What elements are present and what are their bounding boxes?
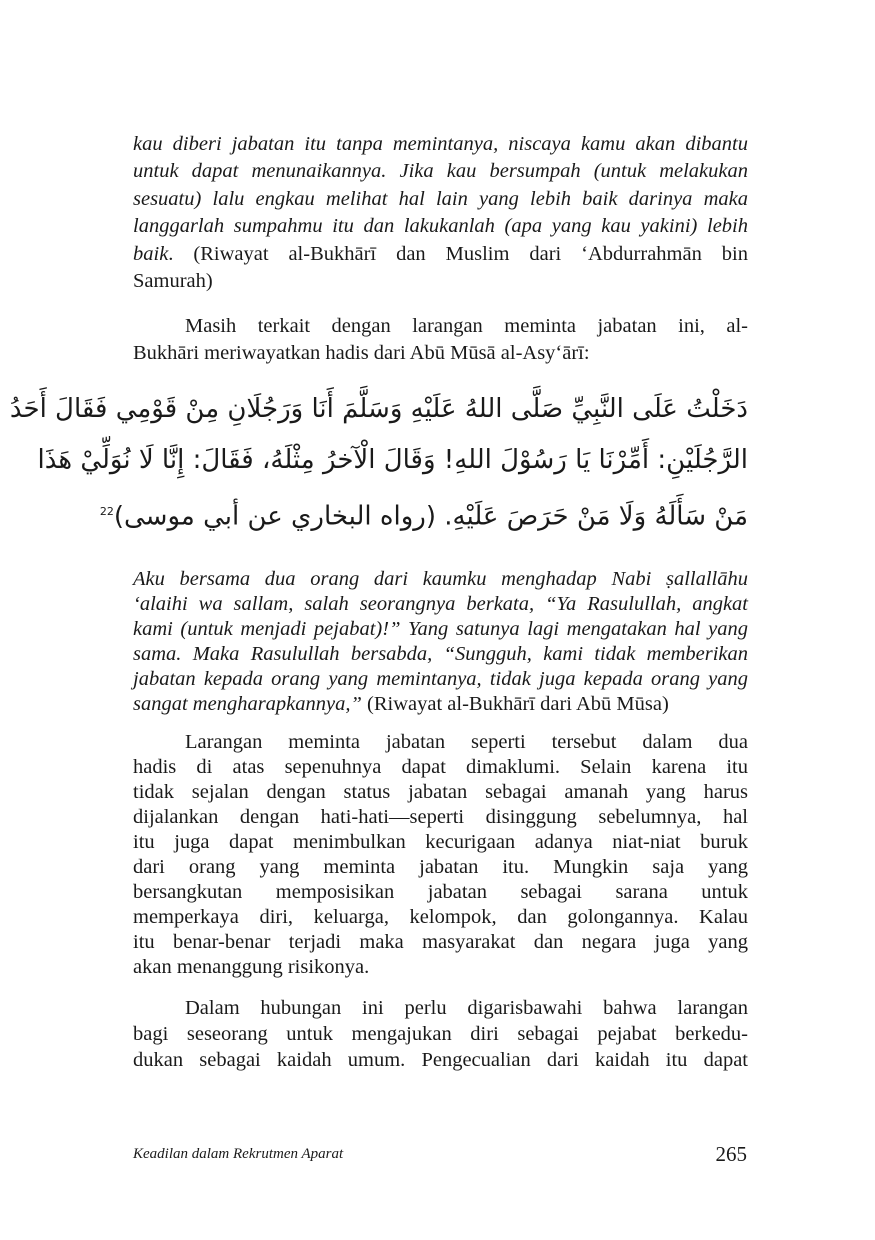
text-line — [133, 730, 748, 755]
arabic-line — [99, 486, 748, 537]
text-line — [133, 930, 748, 955]
text-segment: sama. Maka Rasulullah bersabda, “Sungguh, kami tidak memberikan — [133, 643, 748, 665]
text-segment: baik — [133, 242, 169, 265]
text-line — [133, 617, 748, 642]
text-segment: itu benar-benar terjadi maka masyarakat dan negara juga yang — [133, 931, 748, 953]
text-line — [133, 567, 748, 592]
text-line — [133, 1021, 748, 1047]
text-segment: langgarlah sumpahmu itu dan lakukanlah (apa yang kau yakini) lebih — [133, 215, 748, 238]
text-segment: sesuatu) lalu engkau melihat hal lain yang lebih baik darinya maka — [133, 187, 748, 210]
text-segment: dukan sebagai kaidah umum. Pengecualian dari kaidah itu dapat — [133, 1049, 748, 1071]
text-line — [133, 880, 748, 905]
text-segment: Masih terkait dengan larangan meminta jabatan ini, al- — [185, 315, 748, 337]
text-line — [133, 642, 748, 667]
text-segment: Dalam hubungan ini perlu digarisbawahi bahwa larangan — [185, 997, 748, 1019]
paragraph-body-2 — [133, 995, 748, 1073]
arabic-line: دَخَلْتُ عَلَى النَّبِيِّ صَلَّى اللهُ عَلَيْهِ وَسَلَّمَ أَنَا وَرَجُلَانِ مِنْ قَوْمِي فَقَالَ أَحَدُ — [9, 394, 748, 424]
text-segment: . (Riwayat al-Bukhārī dan Muslim dari ‘Abdurrahmān bin — [168, 242, 748, 265]
text-line — [133, 186, 748, 213]
text-segment: akan menanggung risikonya. — [133, 956, 370, 978]
paragraph-hadith-translation-1 — [133, 131, 748, 295]
text-segment: itu juga dapat menimbulkan kecurigaan adanya niat-niat buruk — [133, 831, 748, 853]
text-line — [133, 340, 748, 367]
text-segment: Aku bersama dua orang dari kaumku menghadap Nabi ṣallallāhu — [133, 568, 748, 590]
text-line — [133, 131, 748, 158]
text-segment: dari orang yang meminta jabatan itu. Mungkin saja yang — [133, 856, 748, 878]
footnote-ref[interactable]: 22 — [99, 505, 114, 518]
running-footer-title: Keadilan dalam Rekrutmen Aparat — [133, 1146, 344, 1162]
text-segment: bagi seseorang untuk mengajukan diri sebagai pejabat berkedu- — [133, 1023, 748, 1045]
text-segment: kami (untuk menjadi pejabat)!” Yang satunya lagi mengatakan hal yang — [133, 618, 748, 640]
text-segment: ‘alaihi wa sallam, salah seorangnya berkata, “Ya Rasulullah, angkat — [133, 593, 748, 615]
arabic-line-text: مَنْ سَأَلَهُ وَلَا مَنْ حَرَصَ عَلَيْهِ. (رواه البخاري عن أبي موسى) — [113, 501, 748, 532]
text-segment: jabatan kepada orang yang memintanya, tidak juga kepada orang yang — [133, 668, 748, 690]
text-line — [133, 268, 748, 295]
text-line — [133, 805, 748, 830]
text-segment: (Riwayat al-Bukhārī dari Abū Mūsa) — [361, 693, 669, 715]
paragraph-hadith-translation-2 — [133, 567, 748, 717]
text-line — [133, 995, 748, 1021]
text-line — [133, 213, 748, 240]
arabic-line: الرَّجُلَيْنِ: أَمِّرْنَا يَا رَسُوْلَ اللهِ! وَقَالَ الْآخرُ مِثْلَهُ، فَقَالَ: إِنَّا لَا نُوَلِّيْ هَذَا — [37, 445, 748, 475]
text-segment: Bukhāri meriwayatkan hadis dari Abū Mūsā al-Asy‘ārī: — [133, 342, 590, 365]
text-segment: bersangkutan memposisikan jabatan sebagai sarana untuk — [133, 881, 748, 903]
text-segment: untuk dapat menunaikannya. Jika kau bersumpah (untuk melakukan — [133, 160, 748, 183]
text-segment: hadis di atas sepenuhnya dapat dimaklumi. Selain karena itu — [133, 756, 748, 778]
arabic-hadith-text — [9, 384, 748, 537]
text-line — [133, 955, 748, 980]
text-line — [133, 241, 748, 268]
text-line — [133, 1047, 748, 1073]
text-segment: dijalankan dengan hati-hati—seperti disinggung sebelumnya, hal — [133, 806, 748, 828]
page-number: 265 — [715, 1142, 747, 1166]
text-segment: tidak sejalan dengan status jabatan sebagai amanah yang harus — [133, 781, 748, 803]
text-segment: memperkaya diri, keluarga, kelompok, dan golongannya. Kalau — [133, 906, 748, 928]
paragraph-intro-hadith-2 — [133, 313, 748, 368]
text-line — [133, 158, 748, 185]
text-line — [133, 905, 748, 930]
text-line — [133, 667, 748, 692]
text-segment: Larangan meminta jabatan seperti tersebut dalam dua — [185, 731, 748, 753]
text-line — [133, 780, 748, 805]
text-line — [133, 692, 748, 717]
text-segment: sangat mengharapkannya,” — [133, 693, 362, 715]
text-segment: kau diberi jabatan itu tanpa memintanya, niscaya kamu akan dibantu — [133, 133, 748, 155]
text-segment: Samurah) — [133, 269, 213, 292]
text-line — [133, 830, 748, 855]
text-line — [133, 855, 748, 880]
paragraph-body-1 — [133, 730, 748, 980]
text-line — [133, 755, 748, 780]
text-line — [133, 313, 748, 340]
text-line — [133, 592, 748, 617]
